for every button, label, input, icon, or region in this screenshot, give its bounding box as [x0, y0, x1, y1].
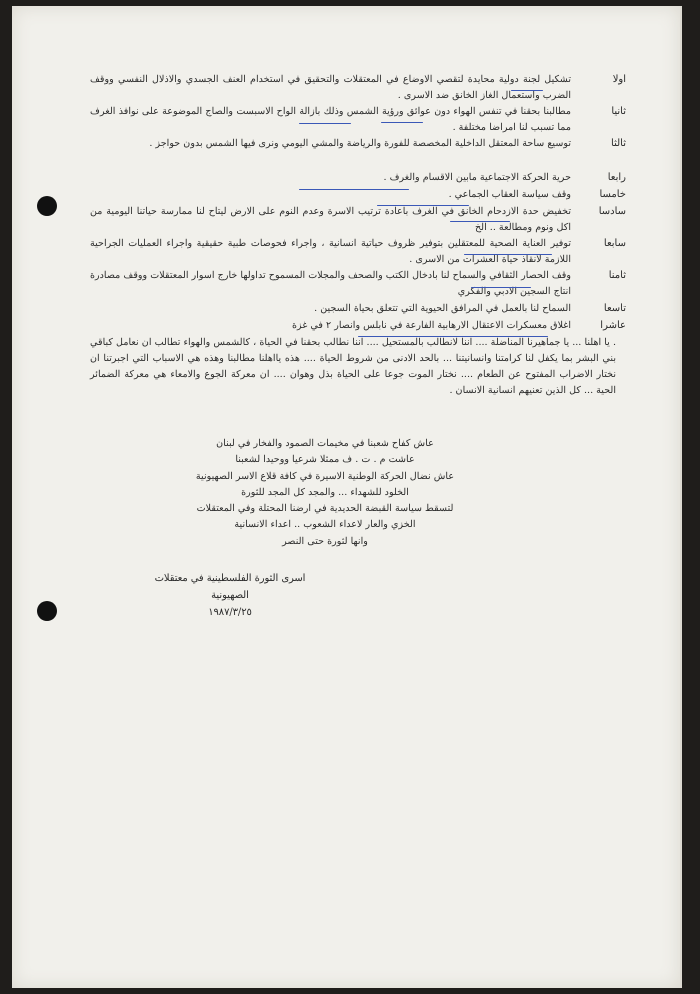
- demand-text: تشكيل لجنة دولية محايدة لتقصي الاوضاع في المعتقلات والتحقيق في استخدام العنف الجسدي والاذلال النفسي ووقف الضرب واستعمال الغاز الخانق ضد الاسرى .: [90, 74, 571, 101]
- demand-text: توسيع ساحة المعتقل الداخلية المخصصة للفورة والرياضة والمشي اليومي ونرى فيها الشمس بدون حواجز .: [149, 138, 571, 149]
- demand-number: ثامنا: [608, 270, 626, 281]
- demand-item: [90, 104, 626, 136]
- slogan-line: وانها لثورة حتى النصر: [282, 535, 368, 547]
- punch-hole: [37, 196, 57, 216]
- slogan-line: عاش كفاح شعبنا في مخيمات الصمود والفخار في لبنان: [216, 438, 434, 449]
- pen-underline: [377, 205, 469, 206]
- pen-underline: [450, 221, 510, 222]
- demand-number: سابعا: [603, 238, 626, 249]
- demand-number: ثالثا: [611, 138, 626, 149]
- pen-underline: [471, 287, 531, 288]
- demand-text: اغلاق معسكرات الاعتقال الارهابية الفارعة في نابلس وانصار ٢ في غزة: [292, 320, 571, 331]
- slogan-line: الخلود للشهداء ... والمجد كل المجد للثورة: [241, 486, 409, 498]
- demand-item: [90, 204, 626, 236]
- demand-item: [90, 72, 626, 104]
- demand-item: [90, 318, 626, 335]
- demand-number: عاشرا: [600, 320, 626, 331]
- demand-text: وقف الحصار الثقافي والسماح لنا بادخال الكتب والصحف والمجلات المسموح تداولها خارج اسوار المعتقلات ووقف مصادرة انتاج السجين الادبي والفكري: [90, 270, 571, 297]
- demand-number: سادسا: [598, 206, 626, 217]
- demand-item: [90, 236, 626, 268]
- demand-item: [90, 136, 626, 170]
- closing-paragraph-text: . يا اهلنا ... يا جماهيرنا المناضلة .... اننا لانطالب بالمستحيل .... اننا نطالب بحقنا في الحياة ، كالشمس والهواء تطالب ان نعامل كباقي بني البشر بما يكفل لنا كرامتنا وانسانيتنا ... بالحد الادنى من شروط الحياة .... هذه يااهلنا مطالبنا وهذه هي الاسباب التي اجبرتنا ان نختار الاضراب المفتوح عن الطعام .... نختار الموت جوعا على الحياة بذل وهوان .... ان معركة الجوع والامعاء هي معركة الضمائر الحية ... كل الذين تعنيهم انسانية الانسان .: [90, 337, 616, 396]
- document-date: ١٩٨٧/٣/٢٥: [208, 607, 252, 618]
- demand-number: رابعا: [607, 172, 626, 183]
- demand-text: حرية الحركة الاجتماعية مابين الاقسام والغرف .: [383, 172, 571, 183]
- slogan-line: عاش نضال الحركة الوطنية الاسيرة في كافة قلاع الاسر الصهيونية: [195, 470, 455, 482]
- slogan-line: لتسقط سياسة القبضة الحديدية في ارضنا المحتلة وفي المعتقلات: [196, 503, 454, 515]
- closing-paragraph: [90, 335, 616, 399]
- demand-text: وقف سياسة العقاب الجماعي .: [448, 189, 571, 200]
- demands-list: [90, 72, 626, 399]
- pen-underline: [381, 122, 423, 123]
- page-edge: [680, 6, 682, 988]
- pen-underline: [464, 254, 552, 255]
- signature-text: اسرى الثورة الفلسطينية في معتقلات الصهيونية: [154, 573, 306, 601]
- slogan-line: الخزي والعار لاعداء الشعوب .. اعداء الانسانية: [234, 519, 416, 531]
- pen-underline: [511, 90, 543, 91]
- demand-number: اولا: [612, 74, 626, 85]
- demand-number: خامسا: [599, 189, 626, 200]
- demand-number: ثانيا: [611, 106, 626, 117]
- demand-text: تخفيض حدة الازدحام الخانق في الغرف باعادة ترتيب الاسرة وعدم النوم على الارض ليتاح لنا ممارسة حياتنا اليومية من اكل ونوم ومطالعة .. الخ: [90, 206, 571, 233]
- demand-text: توفير العناية الصحية للمعتقلين بتوفير ظروف حياتية انسانية ، واجراء فحوصات طبية حقيقية واجراء العمليات الجراحية اللازمة لانقاذ حياة العشرات من الاسرى .: [90, 238, 571, 265]
- signature-block: [150, 570, 310, 621]
- demand-text: مطالبنا بحقنا في تنفس الهواء دون عوائق ورؤية الشمس وذلك بازالة الواح الاسبست والصاج الموضوعة على نوافذ الغرف مما تسبب لنا امراضا مختلفة .: [90, 106, 571, 133]
- pen-underline: [299, 189, 409, 190]
- demand-text: السماح لنا بالعمل في المرافق الحيوية التي تتعلق بحياة السجين .: [314, 303, 571, 314]
- demand-item: [90, 268, 626, 301]
- slogans-block: [190, 436, 460, 550]
- demand-item: [90, 170, 626, 187]
- punch-hole: [37, 601, 57, 621]
- demand-number: تاسعا: [603, 303, 626, 314]
- slogan-line: عاشت م . ت . ف ممثلا شرعيا ووحيدا لشعبنا: [235, 454, 415, 466]
- pen-underline: [299, 123, 351, 124]
- demand-item: [90, 301, 626, 318]
- pen-underline: [358, 336, 548, 337]
